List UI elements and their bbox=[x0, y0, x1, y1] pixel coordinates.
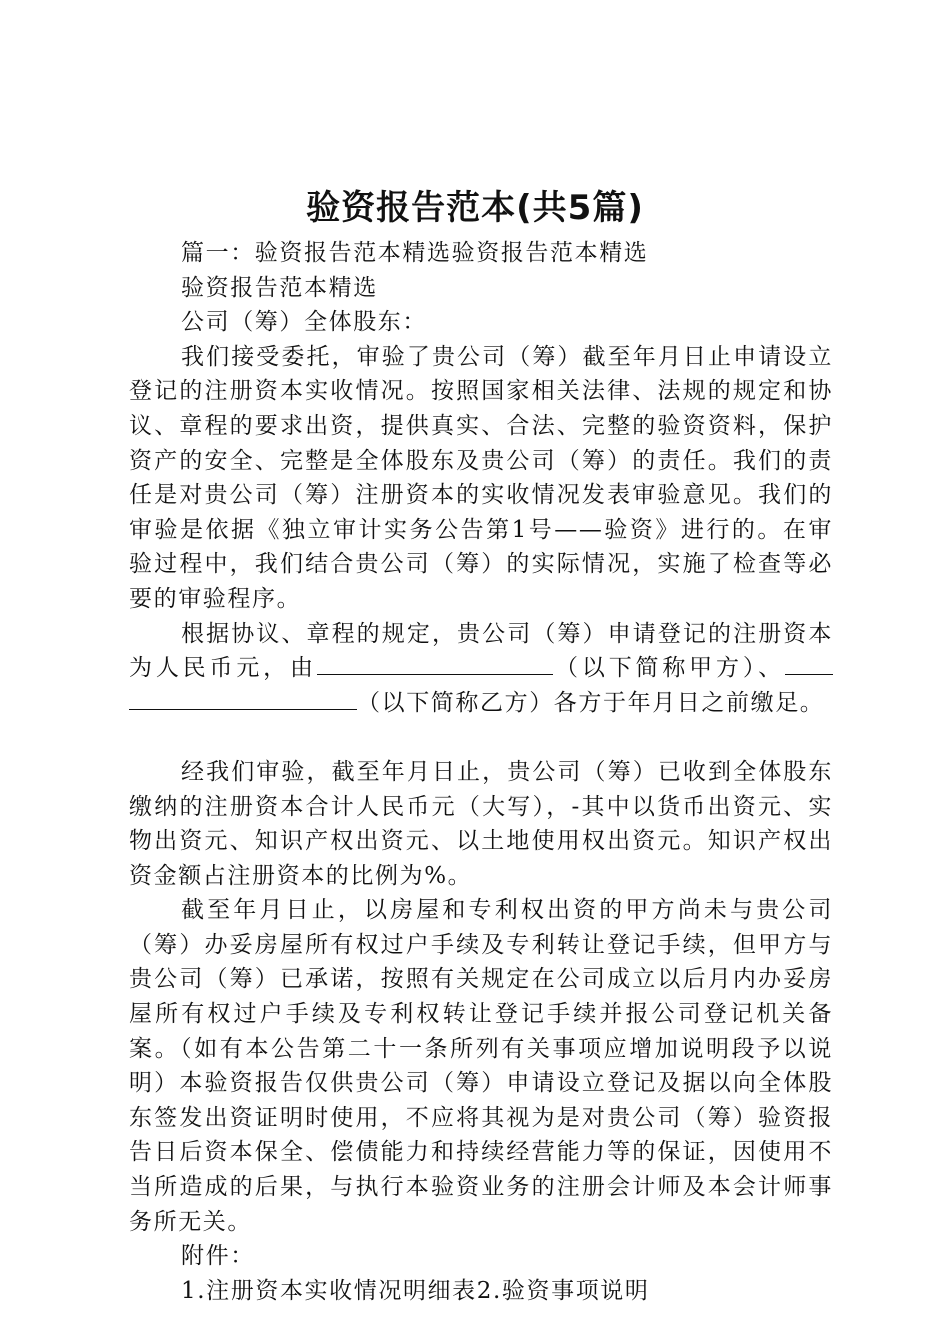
paragraph-capital-registration bbox=[129, 617, 833, 721]
section-heading: 篇一：验资报告范本精选验资报告范本精选 bbox=[181, 240, 649, 266]
document-title: 验资报告范本(共5篇) bbox=[306, 188, 644, 228]
blank-party-a bbox=[317, 652, 553, 675]
attachments-label: 附件： bbox=[181, 1243, 255, 1270]
blank-line bbox=[129, 720, 833, 755]
paragraph-property-transfer: 截至年月日止，以房屋和专利权出资的甲方尚未与贵公司（筹）办妥房屋所有权过户手续及专利转让登记手续，但甲方与贵公司（筹）已承诺，按照有关规定在公司成立以后月内办妥房屋所有权过户手续及专利权转让登记手续并报公司登记机关备案。（如有本公告第二十一条所列有关事项应增加说明段予以说明）本验资报告仅供贵公司（筹）申请设立登记及据以向全体股东签发出资证明时使用，不应将其视为是对贵公司（筹）验资报告日后资本保全、偿债能力和持续经营能力等的保证，因使用不当所造成的后果，与执行本验资业务的注册会计师及本会计师事务所无关。 bbox=[129, 897, 833, 1235]
attachments-list: 1.注册资本实收情况明细表2.验资事项说明 bbox=[181, 1277, 650, 1304]
capital-text-c: （以下简称乙方）各方于年月日之前缴足。 bbox=[357, 689, 825, 716]
capital-text-a: 根据协议、章程的规定，贵公司（筹）申请登记的注册资本为人民币元，由 bbox=[129, 620, 833, 682]
capital-text-b: （以下简称甲方）、 bbox=[552, 655, 786, 682]
document-body bbox=[129, 236, 833, 1308]
salutation: 公司（筹）全体股东： bbox=[181, 309, 427, 336]
subheading: 验资报告范本精选 bbox=[181, 274, 378, 301]
paragraph-engagement: 我们接受委托，审验了贵公司（筹）截至年月日止申请设立登记的注册资本实收情况。按照国家相关法律、法规的规定和协议、章程的要求出资，提供真实、合法、完整的验资资料，保护资产的安全、完整是全体股东及贵公司（筹）的责任。我们的责任是对贵公司（筹）注册资本的实收情况发表审验意见。我们的审验是依据《独立审计实务公告第1号——验资》进行的。在审验过程中，我们结合贵公司（筹）的实际情况，实施了检查等必要的审验程序。 bbox=[129, 343, 833, 612]
paragraph-audit-result: 经我们审验，截至年月日止，贵公司（筹）已收到全体股东缴纳的注册资本合计人民币元（大写），-其中以货币出资元、实物出资元、知识产权出资元、以土地使用权出资元。知识产权出资金额占注册资本的比例为%。 bbox=[129, 758, 833, 889]
blank-party-b-start bbox=[785, 652, 833, 675]
blank-party-b bbox=[129, 687, 357, 710]
